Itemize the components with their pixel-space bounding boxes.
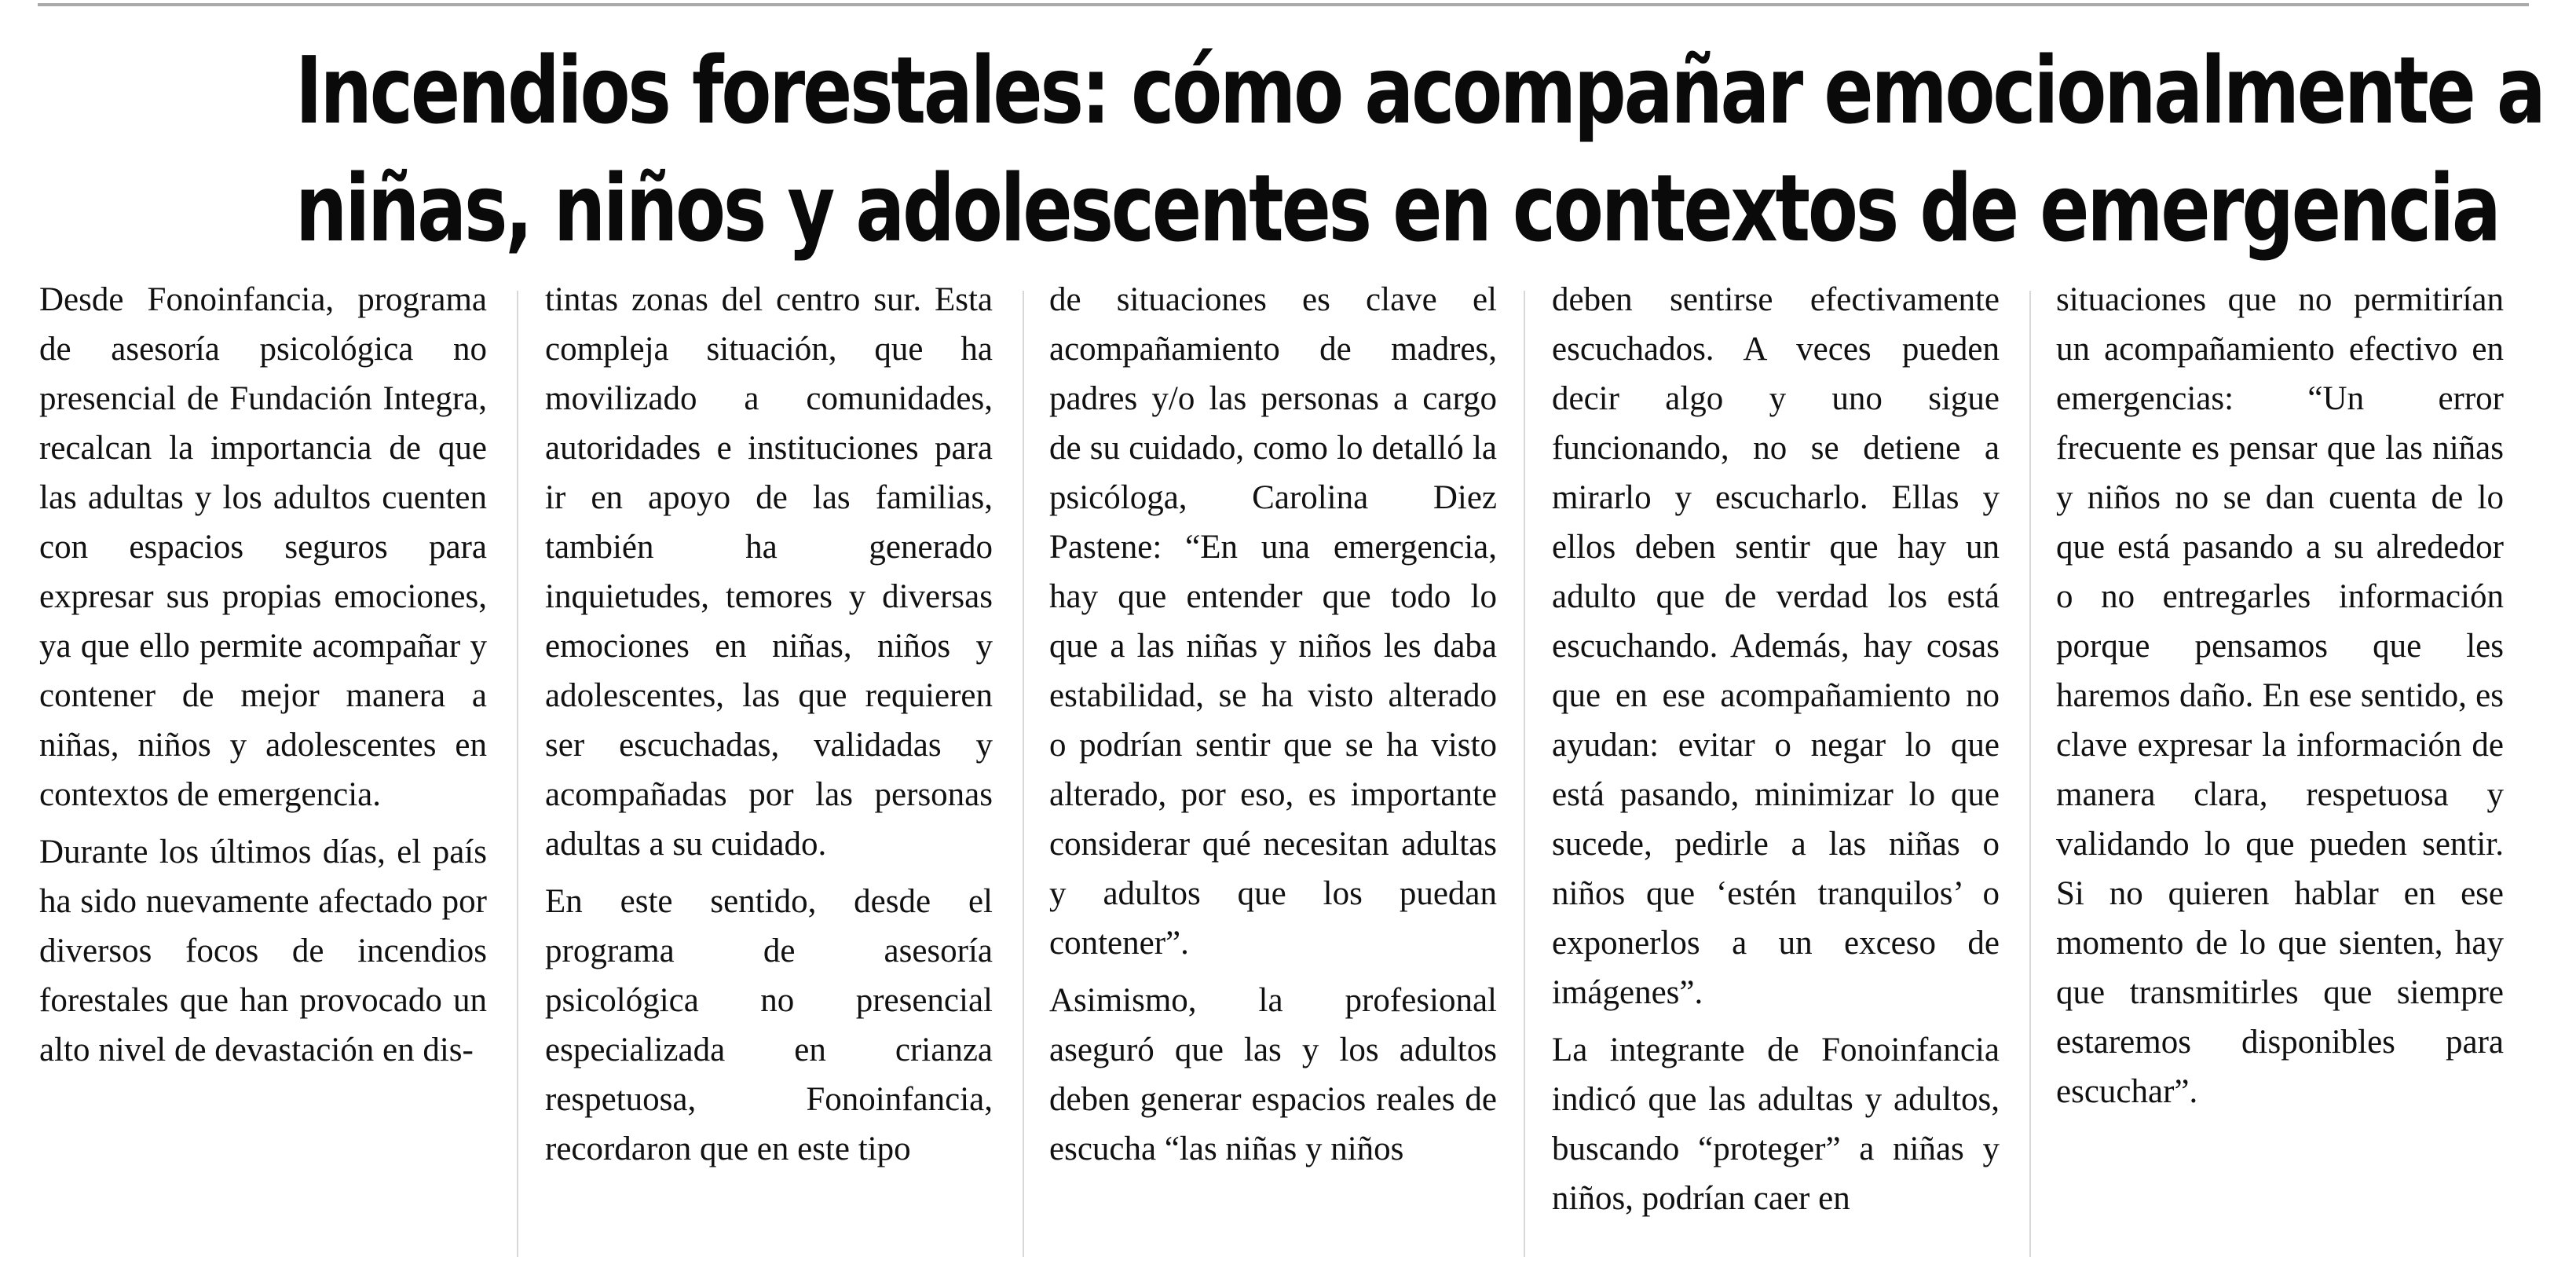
paragraph: Desde Fonoinfancia, programa de asesoría psicológica no presencial de Fundación Integra, recalcan la importancia de que las adultas y los adultos cuenten con espacios seguros para expresar sus propias emociones, ya que ello permite acompañar y contener de mejor manera a niñas, niños y adolescentes en contextos de emergencia.	[39, 281, 487, 813]
paragraph: Asimismo, la profesional aseguró que las y los adultos deben generar espacios reales de escucha “las niñas y niños	[1049, 982, 1497, 1167]
article-column-3	[1049, 275, 1497, 1174]
column-separator	[1023, 291, 1024, 1257]
column-separator	[1524, 291, 1525, 1257]
paragraph: tintas zonas del centro sur. Esta compleja situación, que ha movilizado a comunidades, autoridades e instituciones para ir en apoyo de las familias, también ha generado inquietudes, temores y diversas emociones en niñas, niños y adolescentes, las que requieren ser escuchadas, validadas y acompañadas por las personas adultas a su cuidado.	[545, 281, 993, 863]
article-column-4	[1552, 275, 2000, 1223]
headline-line-1: Incendios forestales: cómo acompañar emocionalmente a	[295, 36, 2544, 145]
headline	[295, 31, 2544, 267]
paragraph: En este sentido, desde el programa de asesoría psicológica no presencial especializada en crianza respetuosa, Fonoinfancia, recordaron que en este tipo	[545, 883, 993, 1167]
headline-line-2: niñas, niños y adolescentes en contextos de emergencia	[295, 154, 2499, 262]
article-column-5	[2056, 275, 2504, 1116]
article-column-1	[39, 275, 487, 1075]
column-separator	[517, 291, 518, 1257]
paragraph: deben sentirse efectivamente escuchados. A veces pueden decir algo y uno sigue funcionando, no se detiene a mirarlo y escucharlo. Ellas y ellos deben sentir que hay un adulto que de verdad los está escuchando. Además, hay cosas que en ese acompañamiento no ayudan: evitar o negar lo que está pasando, minimizar lo que sucede, pedirle a las niñas o niños que ‘estén tranquilos’ o exponerlos a un exceso de imágenes”.	[1552, 281, 2000, 1011]
paragraph: Durante los últimos días, el país ha sido nuevamente afectado por diversos focos de incendios forestales que han provocado un alto nivel de devastación en dis-	[39, 834, 487, 1068]
article-column-2	[545, 275, 993, 1174]
paragraph: situaciones que no permitirían un acompañamiento efectivo en emergencias: “Un error frecuente es pensar que las niñas y niños no se dan cuenta de lo que está pasando a su alrededor o no entregarles información porque pensamos que les haremos daño. En ese sentido, es clave expresar la información de manera clara, respetuosa y validando lo que pueden sentir. Si no quieren hablar en ese momento de lo que sienten, hay que transmitirles que siempre estaremos disponibles para escuchar”.	[2056, 281, 2504, 1110]
top-rule	[38, 3, 2529, 6]
paragraph: de situaciones es clave el acompañamiento de madres, padres y/o las personas a cargo de su cuidado, como lo detalló la psicóloga, Carolina Diez Pastene: “En una emergencia, hay que entender que todo lo que a las niñas y niños les daba estabilidad, se ha visto alterado o podrían sentir que se ha visto alterado, por eso, es importante considerar qué necesitan adultas y adultos que los puedan contener”.	[1049, 281, 1497, 962]
column-separator	[2029, 291, 2031, 1257]
paragraph: La integrante de Fonoinfancia indicó que las adultas y adultos, buscando “proteger” a niñas y niños, podrían caer en	[1552, 1032, 2000, 1217]
